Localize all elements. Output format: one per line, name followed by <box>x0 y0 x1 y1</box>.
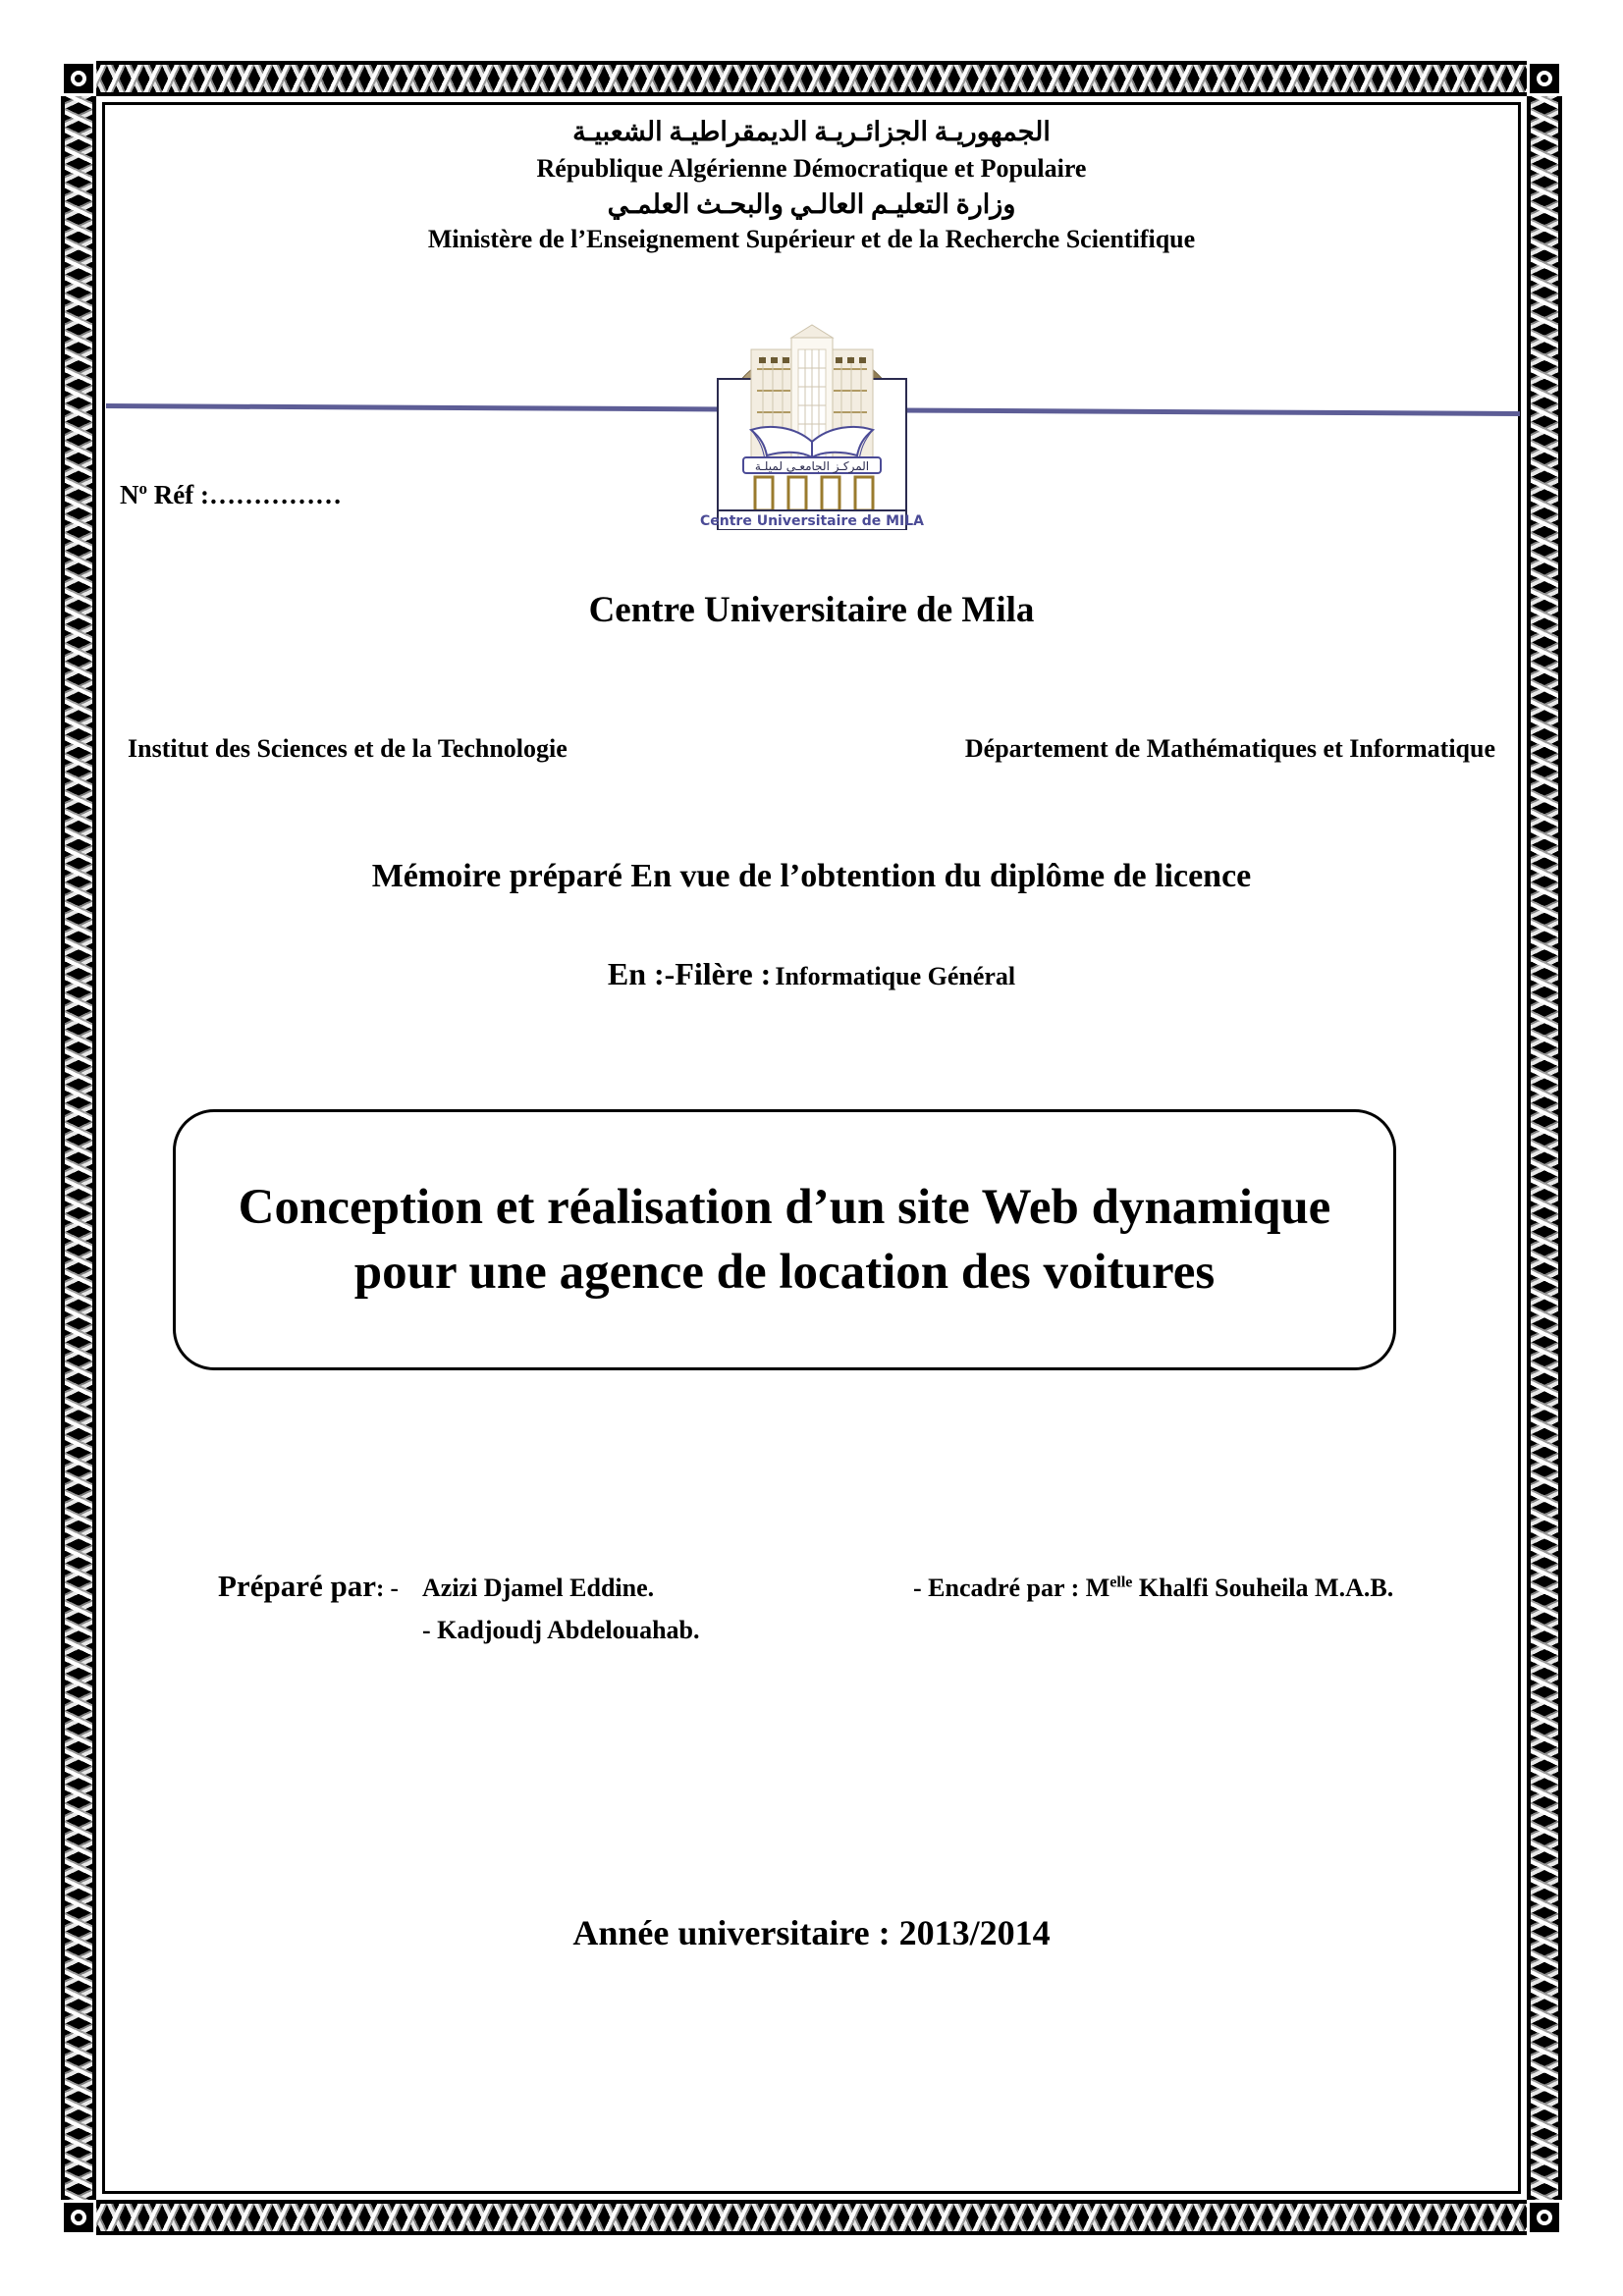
supervisor-title-superscript: elle <box>1109 1574 1133 1591</box>
thesis-title: Conception et réalisation d’un site Web dynamique pour une agence de location des voitures <box>238 1179 1331 1300</box>
logo-caption-arabic: المركـز الجامعـي لميلـة <box>754 459 870 473</box>
student-name-1: Azizi Djamel Eddine. <box>422 1574 655 1602</box>
institute-name: Institut des Sciences et de la Technologie <box>128 734 568 763</box>
supervisor-name: Khalfi Souheila M.A.B. <box>1132 1574 1394 1602</box>
filiere-line <box>0 956 1623 992</box>
academic-year: Année universitaire : 2013/2014 <box>572 1913 1051 1952</box>
memoire-statement: Mémoire préparé En vue de l’obtention du diplôme de licence <box>371 858 1252 894</box>
department-name: Département de Mathématiques et Informatique <box>964 734 1495 763</box>
supervisor-line <box>913 1574 1393 1603</box>
prepared-by-text: Préparé par <box>218 1569 376 1603</box>
prepared-by-suffix: : - <box>375 1575 399 1602</box>
authors-section <box>0 1569 1623 1677</box>
reference-value: Réf :…………… <box>147 480 342 509</box>
logo-caption-french: Centre Universitaire de MILA <box>700 513 924 529</box>
thesis-title-box <box>173 1109 1396 1370</box>
reference-superscript: o <box>138 479 147 498</box>
header-republic-arabic: الجمهوريـة الجزائـريـة الديمقراطيـة الشعبيـة <box>572 117 1051 146</box>
student-name-2: - Kadjoudj Abdelouahab. <box>422 1616 700 1644</box>
reference-number <box>120 479 342 510</box>
header-republic-french: République Algérienne Démocratique et Populaire <box>536 154 1087 183</box>
university-logo <box>700 294 924 530</box>
prepared-by-label <box>218 1569 399 1604</box>
filiere-label: En :-Filère : <box>607 956 772 991</box>
filiere-value: Informatique Général <box>775 962 1016 990</box>
header-ministry-french: Ministère de l’Enseignement Supérieur et de la Recherche Scientifique <box>427 225 1196 253</box>
institute-department-row <box>128 734 1495 764</box>
reference-label: N <box>120 480 139 509</box>
header-ministry-arabic: وزارة التعليـم العالـي والبحـث العلمـي <box>607 189 1016 219</box>
supervisor-prefix: - Encadré par : M <box>913 1574 1110 1602</box>
university-name: Centre Universitaire de Mila <box>588 590 1035 630</box>
